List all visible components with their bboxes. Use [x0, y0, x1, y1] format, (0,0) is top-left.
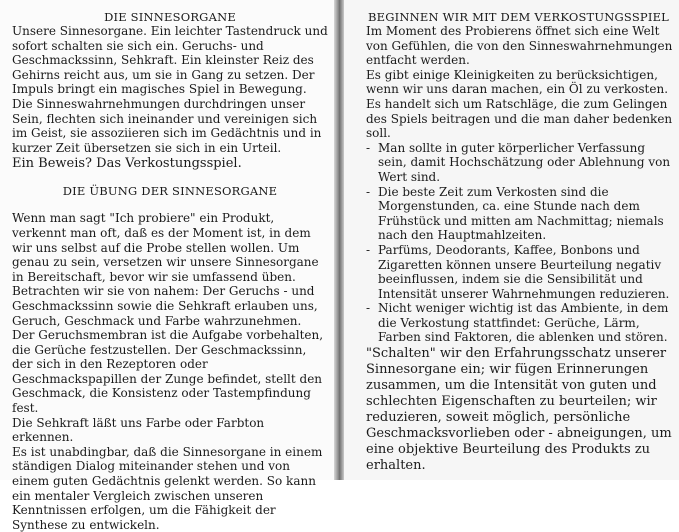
tasting-tips-list — [366, 141, 675, 345]
uebung-paragraph-betrachten: Betrachten wir sie von nahem: Der Geruchs - und Geschmackssinn sowie die Sehkraft erlauben uns, Geruch, Geschmack und Farbe wahrzunehmen. — [12, 284, 318, 328]
sinnesorgane-paragraph: Unsere Sinnesorgane. Ein leichter Tastendruck und sofort schalten sie sich ein. Geruchs- und Geschmackssinn, Sehkraft. Ein kleinster Reiz des Gehirns reicht aus, um sie in Gang zu setzen. Der Impuls bringt ein magisches Spiel in Bewegung. Die Sinneswahrnehmungen durchdringen unser Sein, flechten sich ineinander und vereinigen sich im Geist, sie assoziieren sich im Gedächtnis und in kurzer Zeit übersetzen sie sich in ein Urteil. — [12, 24, 328, 155]
tip-text: Die beste Zeit zum Verkosten sind die Morgenstunden, ca. eine Stunde nach dem Frühstück und mitten am Nachmittag; niemals nach den Hauptmahlzeiten. — [378, 184, 664, 243]
book-gutter — [334, 0, 344, 480]
tip-text: Nicht weniger wichtig ist das Ambiente, in dem die Verkostung stattfindet: Gerüche, Lärm, Farben sind Faktoren, die ablenken und stören. — [378, 301, 669, 345]
list-item — [366, 301, 675, 345]
tip-text: Man sollte in guter körperlicher Verfassung sein, damit Hochschätzung oder Ablehnung von Wert sind. — [378, 140, 671, 184]
uebung-paragraph-dialog: Es ist unabdingbar, daß die Sinnesorgane in einem ständigen Dialog miteinander stehen und von einem guten Gedächtnis gelenkt werden. So kann ein mentaler Vergleich zwischen unseren Kenntnissen erfolgen, um die Fähigkeit der Synthese zu entwickeln. — [12, 444, 323, 532]
list-dash: - — [366, 301, 371, 316]
verkostungsspiel-teaser: Ein Beweis? Das Verkostungsspiel. — [12, 156, 242, 172]
tip-text: Parfüms, Deodorants, Kaffee, Bonbons und Zigaretten können unsere Beurteilung negativ beeinflussen, indem sie die Sensibilität und Intensität unserer Wahrnehmungen reduzieren. — [378, 242, 670, 301]
right-page — [344, 0, 679, 480]
uebung-paragraph-probieren: Wenn man sagt "Ich probiere" ein Produkt, verkennt man oft, daß es der Moment ist, in dem wir uns selbst auf die Probe stellen wollen. Um genau zu sein, versetzen wir unsere Sinnesorgane in Bereitschaft, bevor wir sie umfassend üben. — [12, 211, 319, 284]
section-heading-verkostungsspiel: BEGINNEN WIR MIT DEM VERKOSTUNGSSPIEL — [368, 10, 670, 24]
list-item — [366, 141, 675, 185]
section-heading-uebung: DIE ÜBUNG DER SINNESORGANE — [62, 184, 278, 199]
intro-paragraph-kleinigkeiten: Es gibt einige Kleinigkeiten zu berücksichtigen, wenn wir uns daran machen, ein Öl zu verkosten. Es handelt sich um Ratschläge, die zum Gelingen des Spiels beitragen und die man daher bedenken soll. — [366, 67, 673, 141]
intro-paragraph-moment: Im Moment des Probierens öffnet sich eine Welt von Gefühlen, die von den Sinneswahrnehmungen entfacht werden. — [366, 24, 673, 68]
uebung-paragraph-sehkraft: Die Sehkraft läßt uns Farbe oder Farbton erkennen. — [12, 415, 265, 445]
uebung-paragraph-geruchsmembran: Der Geruchsmembran ist die Aufgabe vorbehalten, die Gerüche festzustellen. Der Geschmackssinn, der sich in den Rezeptoren oder Geschmackspapillen der Zunge befindet, stellt den Geschmack, die Konsistenz oder Tastempfindung fest. — [12, 328, 324, 416]
list-item — [366, 243, 675, 301]
left-page — [0, 0, 334, 532]
section-heading-sinnesorgane: DIE SINNESORGANE — [104, 10, 236, 24]
list-dash: - — [366, 184, 371, 199]
list-dash: - — [366, 140, 371, 155]
list-dash: - — [366, 242, 371, 257]
list-item — [366, 185, 675, 243]
closing-paragraph-schalten: "Schalten" wir den Erfahrungsschatz unserer Sinnesorgane ein; wir fügen Erinnerungen zusammen, um die Intensität von guten und schlechten Eigenschaften zu beurteilen; wir reduzieren, soweit möglich, persönliche Geschmacksvorlieben oder - abneigungen, um eine objektive Beurteilung des Produkts zu erhalten. — [366, 346, 672, 474]
